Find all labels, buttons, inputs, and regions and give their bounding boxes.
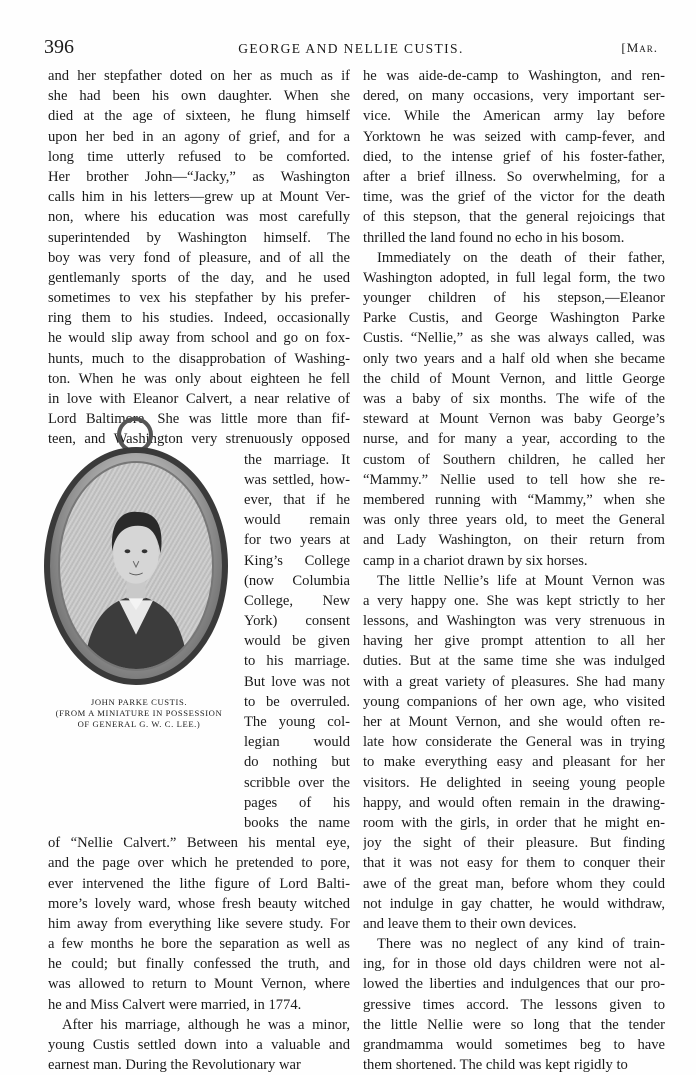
text-line: lessons, and Washington was very strenuous in xyxy=(363,613,665,630)
text-line: Immediately on the death of their father, xyxy=(377,249,665,266)
text-line: was settled, how- xyxy=(244,471,350,488)
text-line: would remain xyxy=(244,512,350,529)
text-line: nurse, and for many a year, according to the xyxy=(363,431,665,448)
caption-owner: OF GENERAL G. W. C. LEE.) xyxy=(77,719,201,729)
text-line: died at the age of sixteen, he flung himself xyxy=(48,108,350,125)
text-line: gentlemanly sports of the day, and he used xyxy=(48,269,350,286)
text-line: pages of his xyxy=(244,794,350,811)
text-line: would be given xyxy=(244,633,350,650)
text-line: College, New xyxy=(244,592,350,609)
text-line: was allowed to return to Mount Vernon, where xyxy=(48,976,350,993)
page-number: 396 xyxy=(44,36,74,58)
text-line: scribble over the xyxy=(244,774,350,791)
text-line: dered, on many occasions, very important ser- xyxy=(363,88,665,105)
text-line: joy the sight of their pleasure. But finding xyxy=(363,835,665,852)
text-line: Yorktown he was seized with camp-fever, and xyxy=(363,128,665,145)
text-line: the child of Mount Vernon, and little George xyxy=(363,370,665,387)
text-line: membered running with “Mammy,” when she xyxy=(363,491,665,508)
text-line: teen, and Washington very strenuously opposed xyxy=(48,431,350,448)
text-line: earnest man. During the Revolutionary war xyxy=(48,1057,301,1074)
text-line: to his marriage. xyxy=(244,653,350,670)
text-line: late how considerate the General was in trying xyxy=(363,734,665,751)
text-line: died, to the intense grief of his foster-father, xyxy=(363,148,665,165)
text-line: calls him in his letters—grew up at Mount Ver- xyxy=(48,189,350,206)
page-header xyxy=(44,36,658,60)
text-line: he was aide-de-camp to Washington, and ren- xyxy=(363,68,665,84)
text-line: There was no neglect of any kind of train- xyxy=(377,936,665,953)
text-line: young Custis settled down into a valuable and xyxy=(48,1037,350,1053)
text-line: in love with Eleanor Calvert, a near relative of xyxy=(48,391,350,407)
text-line: to be overruled. xyxy=(244,693,350,710)
text-line: he and Miss Calvert were married, in 1774. xyxy=(48,996,302,1013)
text-line: with a great variety of pleasures. She had many xyxy=(363,673,665,690)
text-line: ing, for in those old days children were not al- xyxy=(363,956,665,973)
text-line: of “Nellie Calvert.” Between his mental eye, xyxy=(48,835,350,852)
caption-source: (FROM A MINIATURE IN POSSESSION xyxy=(55,708,223,718)
text-line: The little Nellie’s life at Mount Vernon was xyxy=(377,572,665,589)
text-line: steward at Mount Vernon was baby George’s xyxy=(363,411,665,428)
text-line: After his marriage, although he was a minor, xyxy=(62,1016,350,1033)
text-line: was only three years old, to meet the General xyxy=(363,512,665,529)
portrait-engraving xyxy=(60,463,212,669)
text-line: Washington adopted, in full legal form, the two xyxy=(363,269,665,286)
issue-month: [Mar. xyxy=(621,40,658,55)
text-line: Lord Baltimore. She was little more than fif- xyxy=(48,411,350,428)
text-line: the little Nellie were so long that the tender xyxy=(363,1016,665,1033)
text-line: of this stepson, that the general rejoicings that xyxy=(363,209,665,226)
text-line: books the name xyxy=(244,814,350,831)
text-line: camp in a chariot drawn by six horses. xyxy=(363,552,588,569)
text-line: a few months he bore the separation as well as xyxy=(48,936,350,953)
text-line: Her brother John—“Jacky,” as Washington xyxy=(48,168,350,185)
text-line: lowed the liberties and indulgences that our pro- xyxy=(363,976,665,993)
text-line: room with the girls, in order that he might en- xyxy=(363,814,665,831)
text-line: time, was the grief of the victor for the death xyxy=(363,189,665,206)
text-line: younger children of his stepson,—Eleanor xyxy=(363,290,665,307)
text-line: upon her bed in an agony of grief, and for a xyxy=(48,128,350,145)
text-line: Custis. “Nellie,” as she was always called, was xyxy=(363,330,665,347)
text-line: Parke Custis, and George Washington Parke xyxy=(363,310,665,327)
text-line: and Lady Washington, on their return from xyxy=(363,532,665,549)
text-line: and her stepfather doted on her as much as if xyxy=(48,68,350,84)
text-line: boy was very fond of pleasure, and of all the xyxy=(48,249,350,266)
text-line: legian would xyxy=(244,734,350,751)
text-line: ring them to his studies. Indeed, occasionally xyxy=(48,310,350,327)
text-line: do nothing but xyxy=(244,754,350,771)
text-line: was a baby of six months. The wife of the xyxy=(363,391,665,407)
text-line: superintended by Washington himself. The xyxy=(48,229,350,246)
text-line: she had been his own daughter. When she xyxy=(48,88,350,105)
text-line: not indulge in gay chatter, he would withdraw, xyxy=(363,895,665,912)
text-line: young companions of her own age, who visited xyxy=(363,693,665,710)
text-line: and leave them to their own devices. xyxy=(363,915,577,932)
text-line: visitors. He delighted in seeing young people xyxy=(363,774,665,791)
caption-name: JOHN PARKE CUSTIS. xyxy=(90,697,188,707)
text-line: he could; but finally confessed the truth, and xyxy=(48,956,350,973)
text-line: them shortened. The child was kept rigidly to xyxy=(363,1057,628,1074)
text-line: York) consent xyxy=(244,613,350,630)
text-line: he would slip away from school and go on fox- xyxy=(48,330,350,347)
text-line: sometimes to vex his stepfather by his prefer- xyxy=(48,290,350,307)
text-line: more’s lovely ward, whose fresh beauty witched xyxy=(48,895,350,912)
right-column xyxy=(363,66,665,1075)
portrait-figure xyxy=(44,417,234,747)
text-line: awe of the great man, before whom they could xyxy=(363,875,665,892)
text-line: grandmamma would sometimes beg to have xyxy=(363,1037,665,1053)
text-line: ever intervened the lithe figure of Lord Balti- xyxy=(48,875,350,892)
text-line: long time utterly refused to be comforted. xyxy=(48,148,350,165)
text-line: But love was not xyxy=(244,673,350,690)
text-line: custom of Southern children, he called her xyxy=(363,451,665,468)
text-line: that it was not easy for them to conquer their xyxy=(363,855,665,872)
text-line: ton. When he was only about eighteen he fell xyxy=(48,370,350,387)
locket-frame xyxy=(44,447,228,685)
text-line: (now Columbia xyxy=(244,572,350,589)
text-line: the marriage. It xyxy=(244,451,350,468)
text-line: duties. But at the same time she was indulged xyxy=(363,653,665,670)
text-line: non, where his education was most carefully xyxy=(48,209,350,226)
text-line: happy, and would often remain in the drawing- xyxy=(363,794,665,811)
text-line: a very happy one. She was kept strictly to her xyxy=(363,592,665,609)
text-line: for two years at xyxy=(244,532,350,549)
text-line: gressive times accord. The lessons given to xyxy=(363,996,665,1013)
text-line: King’s College xyxy=(244,552,350,569)
text-line: after a brief illness. So overwhelming, for a xyxy=(363,168,665,185)
text-line: vice. While the American army lay before xyxy=(363,108,665,125)
text-line: only two years and a half old when she became xyxy=(363,350,665,367)
text-line: having her give prompt attention to all her xyxy=(363,633,665,650)
text-line: hunts, much to the disapprobation of Washing- xyxy=(48,350,350,367)
text-line: “Mammy.” Nellie used to tell how she re- xyxy=(363,471,665,488)
text-line: him away from everything like severe study. For xyxy=(48,915,350,932)
text-line: The young col- xyxy=(244,714,350,730)
figure-caption xyxy=(44,697,234,730)
text-line: to make everything easy and pleasant for her xyxy=(363,754,665,771)
text-line: ever, that if he xyxy=(244,491,350,508)
running-title: GEORGE AND NELLIE CUSTIS. xyxy=(238,41,464,56)
text-line: her at Mount Vernon, and she would often re- xyxy=(363,714,665,730)
miniature-portrait xyxy=(58,461,214,671)
text-line: thrilled the land found no echo in his bosom. xyxy=(363,229,625,246)
text-line: and the page over which he pretended to pore, xyxy=(48,855,350,872)
